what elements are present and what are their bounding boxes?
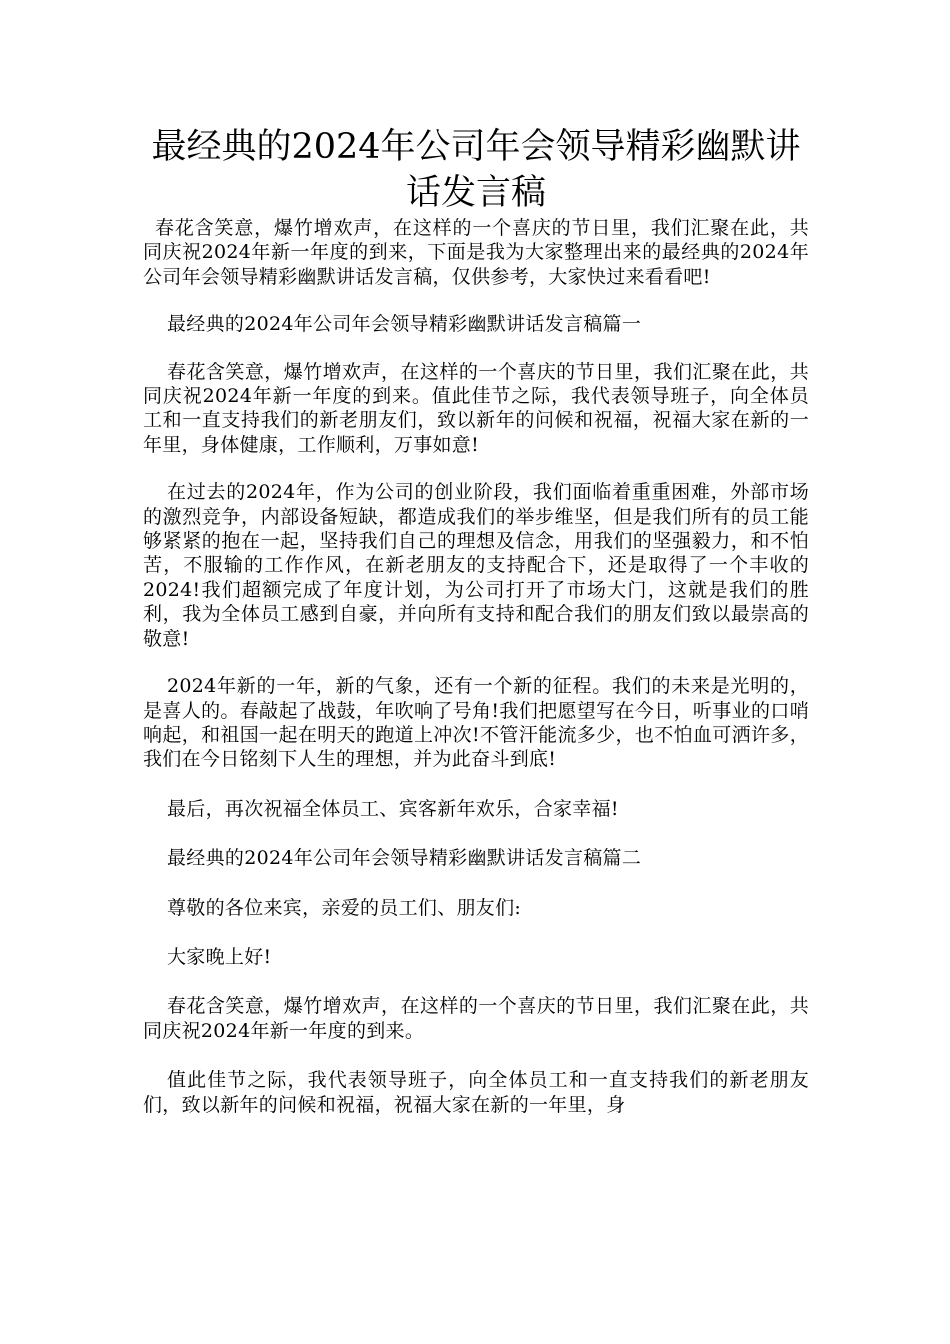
closing-paragraph: 最后，再次祝福全体员工、宾客新年欢乐，合家幸福!: [167, 797, 619, 820]
paragraph: 2024年新的一年，新的气象，还有一个新的征程。我们的未来是光明的，是喜人的。春敲起了战鼓，年吹响了号角!我们把愿望写在今日，听事业的口哨响起，和祖国一起在明天的跑道上冲次!不管汗能流多少，也不怕血可洒许多，我们在今日铭刻下人生的理想，并为此奋斗到底!: [143, 675, 809, 771]
paragraph: 春花含笑意，爆竹增欢声，在这样的一个喜庆的节日里，我们汇聚在此，共同庆祝2024年新一年度的到来。值此佳节之际，我代表领导班子，向全体员工和一直支持我们的新老朋友们，致以新年的问候和祝福，祝福大家在新的一年里，身体健康，工作顺利，万事如意!: [143, 360, 809, 456]
document-title: 最经典的2024年公司年会领导精彩幽默讲话发言稿: [151, 127, 801, 213]
salutation: 尊敬的各位来宾，亲爱的员工们、朋友们:: [167, 896, 522, 919]
greeting: 大家晚上好!: [167, 945, 272, 968]
intro-paragraph: 春花含笑意，爆竹增欢声，在这样的一个喜庆的节日里，我们汇聚在此，共同庆祝2024年新一年度的到来，下面是我为大家整理出来的最经典的2024年公司年会领导精彩幽默讲话发言稿，仅供参考，大家快过来看看吧!: [143, 217, 809, 288]
section-heading-2: 最经典的2024年公司年会领导精彩幽默讲话发言稿篇二: [167, 847, 642, 870]
paragraph: 在过去的2024年，作为公司的创业阶段，我们面临着重重困难，外部市场的激烈竞争，内部设备短缺，都造成我们的举步维坚，但是我们所有的员工能够紧紧的抱在一起，坚持我们自己的理想及信念，用我们的坚强毅力，和不怕苦，不服输的工作作风，在新老朋友的支持配合下，还是取得了一个丰收的2024!我们超额完成了年度计划，为公司打开了市场大门，这就是我们的胜利，我为全体员工感到自豪，并向所有支持和配合我们的朋友们致以最崇高的敬意!: [143, 481, 809, 650]
paragraph: 春花含笑意，爆竹增欢声，在这样的一个喜庆的节日里，我们汇聚在此，共同庆祝2024年新一年度的到来。: [143, 995, 809, 1042]
section-heading-1: 最经典的2024年公司年会领导精彩幽默讲话发言稿篇一: [167, 313, 642, 336]
document-page: [143, 124, 809, 1117]
paragraph: 值此佳节之际，我代表领导班子，向全体员工和一直支持我们的新老朋友们，致以新年的问候和祝福，祝福大家在新的一年里，身: [143, 1069, 809, 1116]
